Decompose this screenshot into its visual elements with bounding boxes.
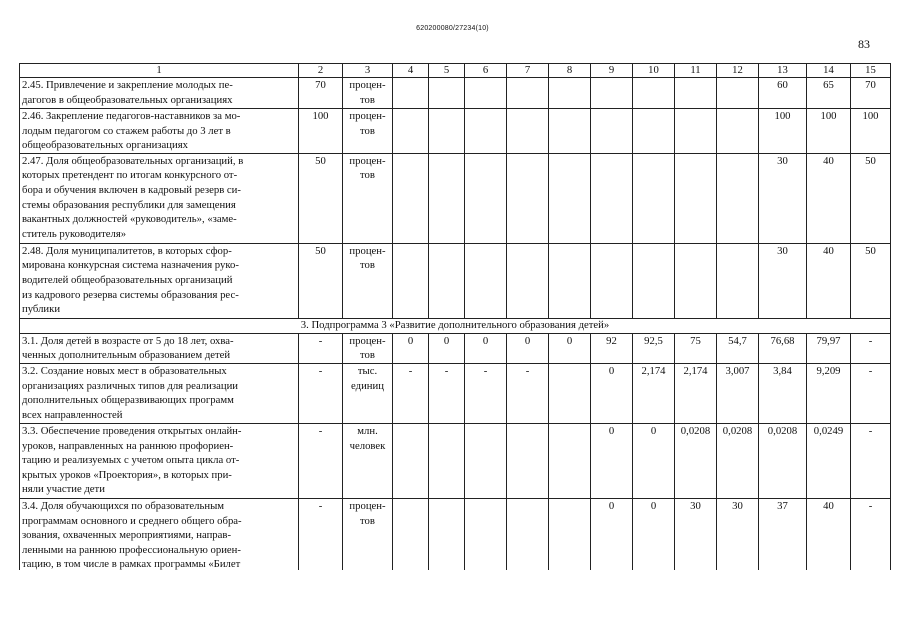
column-header: 4 [393, 64, 429, 78]
column-header: 13 [759, 64, 807, 78]
document-id: 620200080/27234(10) [416, 25, 489, 32]
value-cell: 3,007 [717, 363, 759, 423]
table-row [20, 153, 891, 243]
table-row [20, 423, 891, 498]
value-cell [429, 423, 465, 498]
value-cell [393, 153, 429, 243]
value-cell [675, 78, 717, 109]
value-cell [465, 423, 507, 498]
base-value-cell: 50 [299, 153, 343, 243]
value-cell [393, 109, 429, 154]
value-cell: 9,209 [807, 363, 851, 423]
value-cell: 30 [717, 498, 759, 573]
base-value-cell: - [299, 498, 343, 573]
value-cell: 30 [759, 153, 807, 243]
table-row [20, 498, 891, 573]
value-cell [393, 423, 429, 498]
value-cell [429, 153, 465, 243]
unit-cell: процен- тов [343, 333, 393, 363]
value-cell [675, 109, 717, 154]
value-cell [591, 109, 633, 154]
value-cell: 76,68 [759, 333, 807, 363]
value-cell [393, 498, 429, 573]
table-header-row [20, 64, 891, 78]
value-cell: - [851, 423, 891, 498]
column-header: 11 [675, 64, 717, 78]
value-cell: - [393, 363, 429, 423]
value-cell [549, 153, 591, 243]
column-header: 9 [591, 64, 633, 78]
column-header: 6 [465, 64, 507, 78]
base-value-cell: 100 [299, 109, 343, 154]
value-cell: 100 [851, 109, 891, 154]
value-cell: - [851, 333, 891, 363]
value-cell [507, 153, 549, 243]
value-cell: 3,84 [759, 363, 807, 423]
value-cell: 100 [807, 109, 851, 154]
value-cell: - [507, 363, 549, 423]
indicator-name-cell: 3.2. Создание новых мест в образовательных организациях различных типов для реализации дополнительных общеразвивающих программ всех направленностей [20, 363, 299, 423]
column-header: 12 [717, 64, 759, 78]
value-cell: 0 [591, 498, 633, 573]
value-cell [633, 109, 675, 154]
value-cell: 0,0208 [675, 423, 717, 498]
value-cell [507, 498, 549, 573]
value-cell: 37 [759, 498, 807, 573]
table-row [20, 333, 891, 363]
value-cell [633, 78, 675, 109]
table-row [20, 363, 891, 423]
value-cell: 40 [807, 498, 851, 573]
value-cell: 30 [759, 243, 807, 318]
page-number: 83 [858, 37, 870, 51]
value-cell [465, 243, 507, 318]
value-cell: 0,0208 [717, 423, 759, 498]
value-cell [429, 78, 465, 109]
value-cell [507, 423, 549, 498]
value-cell: 0 [429, 333, 465, 363]
value-cell: 79,97 [807, 333, 851, 363]
value-cell: 30 [675, 498, 717, 573]
column-header: 1 [20, 64, 299, 78]
column-header: 2 [299, 64, 343, 78]
value-cell: 0 [549, 333, 591, 363]
value-cell: 2,174 [633, 363, 675, 423]
value-cell: - [465, 363, 507, 423]
value-cell [507, 78, 549, 109]
value-cell: 92 [591, 333, 633, 363]
value-cell: 75 [675, 333, 717, 363]
value-cell: 100 [759, 109, 807, 154]
value-cell [465, 153, 507, 243]
unit-cell: тыс. единиц [343, 363, 393, 423]
value-cell [675, 153, 717, 243]
value-cell [717, 243, 759, 318]
value-cell [465, 78, 507, 109]
base-value-cell: 70 [299, 78, 343, 109]
column-header: 14 [807, 64, 851, 78]
value-cell [429, 109, 465, 154]
value-cell [429, 243, 465, 318]
value-cell: 0,0249 [807, 423, 851, 498]
value-cell: 92,5 [633, 333, 675, 363]
value-cell [465, 498, 507, 573]
value-cell [591, 153, 633, 243]
column-header: 10 [633, 64, 675, 78]
indicator-name-cell: 3.3. Обеспечение проведения открытых онлайн- уроков, направленных на раннюю профориен- тацию и реализуемых с учетом опыта цикла от- крытых уроков «Проектория», в которых при- няли участие дети [20, 423, 299, 498]
unit-cell: млн. человек [343, 423, 393, 498]
value-cell: 40 [807, 153, 851, 243]
value-cell: 0,0208 [759, 423, 807, 498]
value-cell: 0 [591, 423, 633, 498]
value-cell: 54,7 [717, 333, 759, 363]
unit-cell: процен- тов [343, 243, 393, 318]
base-value-cell: 50 [299, 243, 343, 318]
value-cell: 50 [851, 153, 891, 243]
value-cell [549, 363, 591, 423]
value-cell: 0 [633, 423, 675, 498]
value-cell: 70 [851, 78, 891, 109]
value-cell [717, 78, 759, 109]
indicator-name-cell: 3.4. Доля обучающихся по образовательным программам основного и среднего общего обра- зования, охваченных мероприятиями, направ- ленными на раннюю профессиональную ориен- тацию, в том числе в рамках программы «Билет [20, 498, 299, 573]
value-cell [507, 109, 549, 154]
column-header: 15 [851, 64, 891, 78]
unit-cell: процен- тов [343, 498, 393, 573]
section-title: 3. Подпрограмма 3 «Развитие дополнительного образования детей» [20, 318, 891, 333]
value-cell [549, 423, 591, 498]
value-cell: 0 [465, 333, 507, 363]
value-cell: 40 [807, 243, 851, 318]
section-heading-row [20, 318, 891, 333]
value-cell: 0 [393, 333, 429, 363]
value-cell [591, 78, 633, 109]
value-cell: - [851, 363, 891, 423]
base-value-cell: - [299, 363, 343, 423]
value-cell [717, 109, 759, 154]
indicator-name-cell: 3.1. Доля детей в возрасте от 5 до 18 лет, охва- ченных дополнительным образованием детей [20, 333, 299, 363]
value-cell [633, 153, 675, 243]
value-cell [633, 243, 675, 318]
value-cell: 0 [633, 498, 675, 573]
indicators-table [19, 63, 891, 574]
indicator-name-cell: 2.48. Доля муниципалитетов, в которых сфор- мирована конкурсная система назначения руко- водителей общеобразовательных организаций из кадрового резерва системы образования рес- публики [20, 243, 299, 318]
column-header: 8 [549, 64, 591, 78]
table-row [20, 243, 891, 318]
value-cell: 0 [591, 363, 633, 423]
value-cell: - [851, 498, 891, 573]
column-header: 7 [507, 64, 549, 78]
value-cell [465, 109, 507, 154]
unit-cell: процен- тов [343, 109, 393, 154]
value-cell: - [429, 363, 465, 423]
unit-cell: процен- тов [343, 78, 393, 109]
value-cell [591, 243, 633, 318]
base-value-cell: - [299, 423, 343, 498]
value-cell: 50 [851, 243, 891, 318]
value-cell [393, 243, 429, 318]
value-cell [429, 498, 465, 573]
value-cell: 65 [807, 78, 851, 109]
value-cell [549, 109, 591, 154]
value-cell [675, 243, 717, 318]
value-cell [549, 243, 591, 318]
indicator-name-cell: 2.45. Привлечение и закрепление молодых пе- дагогов в общеобразовательных организациях [20, 78, 299, 109]
value-cell: 2,174 [675, 363, 717, 423]
unit-cell: процен- тов [343, 153, 393, 243]
value-cell: 60 [759, 78, 807, 109]
base-value-cell: - [299, 333, 343, 363]
value-cell [717, 153, 759, 243]
value-cell [549, 78, 591, 109]
table-row [20, 78, 891, 109]
page-bottom-margin [0, 570, 905, 640]
table-row [20, 109, 891, 154]
value-cell [393, 78, 429, 109]
column-header: 3 [343, 64, 393, 78]
column-header: 5 [429, 64, 465, 78]
value-cell: 0 [507, 333, 549, 363]
value-cell [507, 243, 549, 318]
indicator-name-cell: 2.46. Закрепление педагогов-наставников за мо- лодым педагогом со стажем работы до 3 лет в общеобразовательных организациях [20, 109, 299, 154]
indicator-name-cell: 2.47. Доля общеобразовательных организаций, в которых претендент по итогам конкурсного от- бора и обучения включен в кадровый резерв си- стемы образования республики для замещения вакантных должностей «руководитель», «заме- ститель руководителя» [20, 153, 299, 243]
value-cell [549, 498, 591, 573]
